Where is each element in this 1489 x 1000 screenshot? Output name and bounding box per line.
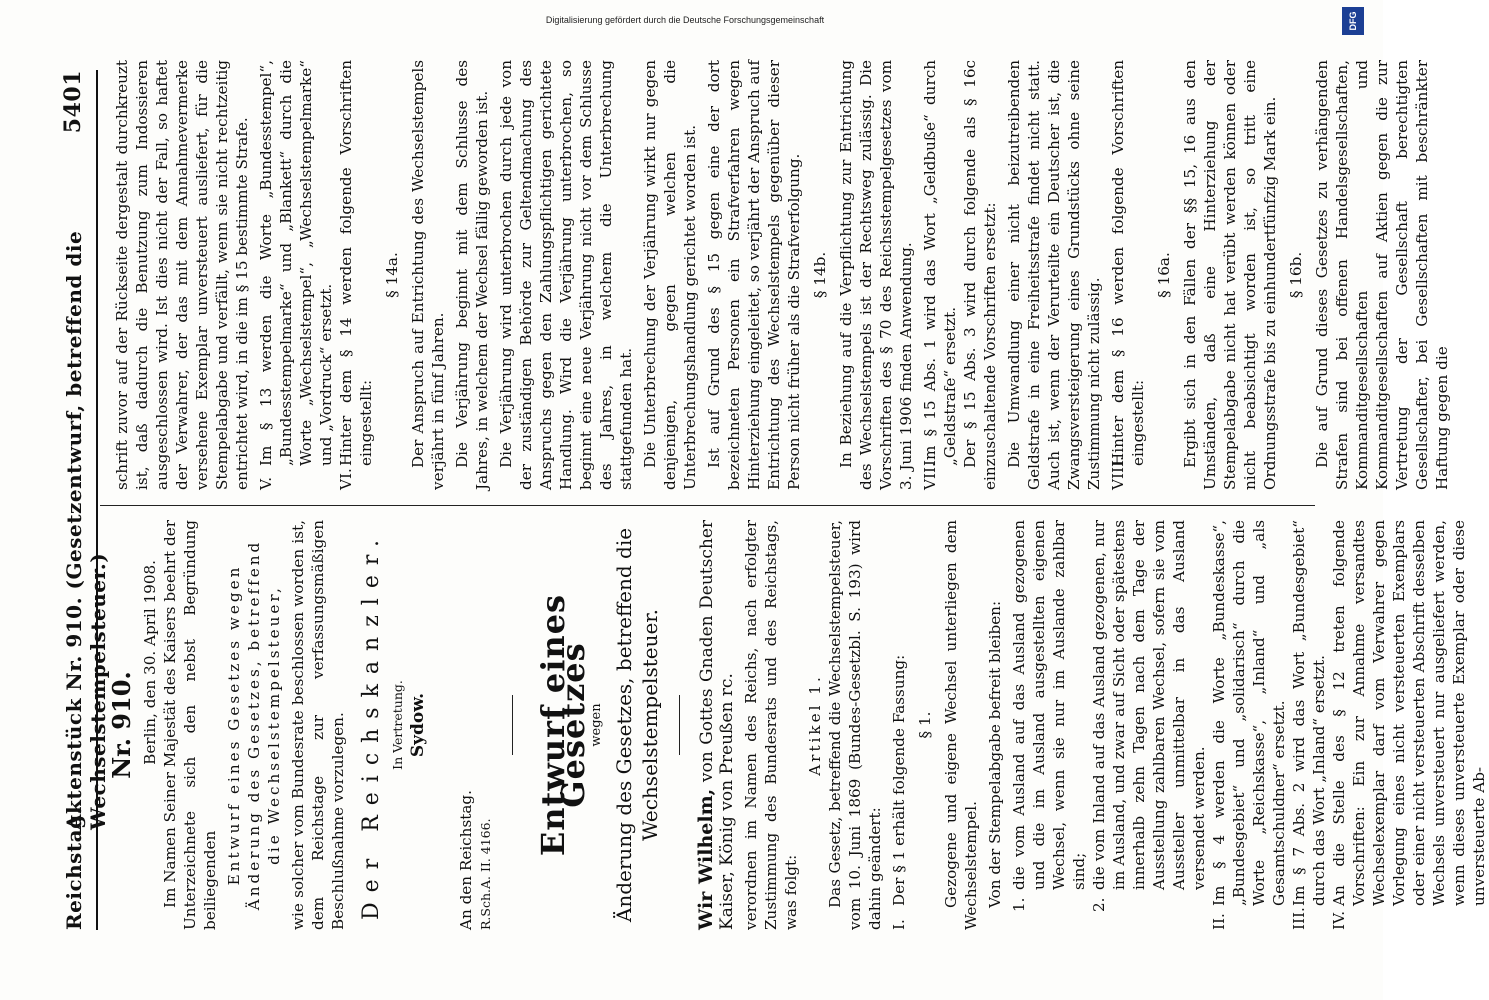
item-text: Hinter dem § 16 werden folgende Vorschriften eingestellt: <box>1109 60 1147 466</box>
bill-title: Entwurf eines Gesetzes <box>534 593 592 857</box>
verordnen-text: verordnen im Namen des Reichs, nach erfolgter Zustimmung des Bundesrats und des Reichstags, was folgt: <box>742 520 800 930</box>
right-column <box>112 60 1456 490</box>
separator-rule <box>512 695 513 755</box>
item-VIII <box>1108 60 1148 490</box>
section-text: Die Verjährung beginnt mit dem Schlusse des Jahres, in welchem der Wechsel fällig geworden ist. <box>453 60 491 490</box>
item-text: Im § 13 werden die Worte „Bundesstempel“, „Bundesstempelmarke“ und „Blankett“ durch die Worte „Wechselstempel“, „Wechselstempelmarke“ und „Vordruck“ ersetzt. <box>257 60 335 466</box>
sub-item-1 <box>1009 520 1089 930</box>
section-text: In Beziehung auf die Verpflichtung zur Entrichtung des Wechselstempels ist der Rechtsweg zulässig. Die Vorschriften des § 70 des Reichsstempelgesetzes vom 3. Juni 1906 finden Anwendung. <box>837 60 915 490</box>
dfg-logo: DFG <box>1342 7 1364 35</box>
document-date: Berlin, den 30. April 1908. <box>141 560 159 765</box>
item-text: Hinter dem § 14 werden folgende Vorschriften eingestellt: <box>337 60 375 466</box>
emperor-titles: von Gottes Gnaden Deutscher Kaiser, König von Preußen rc. <box>697 519 737 930</box>
item-text: Im § 15 Abs. 1 wird das Wort „Geldbuße“ durch „Geldstrafe“ ersetzt. <box>921 60 959 466</box>
chancellor-title: Der Reichskanzler. <box>359 530 384 920</box>
bill-subject: Entwurf eines Gesetzes wegen Änderung des Gesetzes, betreffend die Wechselstempelsteuer, <box>225 539 283 911</box>
item-label: VIII. <box>1109 456 1127 490</box>
reference-number: R.Sch.A. II. 4166. <box>478 818 493 930</box>
section-text: Ergibt sich in den Fällen der §§ 15, 16 aus den Umständen, daß eine Hinterziehung der Stempelabgabe nicht hat verübt werden können oder nicht beabsichtigt worden ist, so tritt eine Ordnungsstrafe bis zu einhundertfünfzig Mark ein. <box>1181 60 1279 490</box>
section-text: Die Unterbrechung der Verjährung wirkt nur gegen denjenigen, gegen welchen die Unterbrechungshandlung gerichtet worden ist. <box>641 60 699 490</box>
document-number: Nr. 910. <box>107 671 136 779</box>
section-text: Der Anspruch auf Entrichtung des Wechselstempels verjährt in fünf Jahren. <box>409 60 447 490</box>
signature: Sydow. <box>408 692 428 758</box>
section-heading: § 16b. <box>1287 251 1305 299</box>
section-text: Ist auf Grund des § 15 gegen eine der dort bezeichneten Personen ein Strafverfahren wegen Hinterziehung eingeleitet, so verjährt der Anspruch auf Entrichtung des Wechselstempels gegenüber dieser Person nicht früher als die Strafverfolgung. <box>705 60 803 490</box>
item-text: An die Stelle des § 12 treten folgende Vorschriften: Ein zur Annahme versandtes Wechselexemplar darf vom Verwahrer gegen Vorlegung eines nicht versteuerten Exemplars oder einer nicht versteuerten Abschrift desselben Wechsels unversteuert nur ausgeliefert werden, wenn dieses unversteuerte Exemplar oder diese unversteuerte Ab- <box>1330 520 1488 906</box>
request-text: wie solcher vom Bundesrate beschlossen worden ist, dem Reichstage zur verfassungsmäßigen Beschlußnahme vorzulegen. <box>289 520 347 930</box>
emperor-name: Wir Wilhelm, <box>695 788 717 930</box>
section-heading: § 1. <box>916 711 934 739</box>
bill-wegen: wegen <box>589 703 604 747</box>
sub-label: 1. <box>1010 897 1028 912</box>
section-text: Die Umwandlung einer nicht beizutreibenden Geldstrafe in eine Freiheitsstrafe findet nicht statt. Auch ist, wenn der Verurteilte ein Deutscher ist, die Zwangsversteigerung eines Grundstücks ohne seine Zustimmung nicht zulässig. <box>1005 60 1103 490</box>
header-title: Aktenstück Nr. 910. (Gesetzentwurf, betreffend die Wechselstempelsteuer.) <box>62 230 110 830</box>
digitization-text: Digitalisierung gefördert durch die Deutsche Forschungsgemeinschaft <box>545 15 825 25</box>
item-IV <box>1329 520 1489 930</box>
sub-label: 2. <box>1090 897 1108 912</box>
addressee: An den Reichstag. <box>457 790 475 930</box>
page-number: 5401 <box>60 70 86 134</box>
item-VII <box>920 60 960 490</box>
separator-rule-2 <box>679 695 680 755</box>
befreit-text: Von der Stempelabgabe befreit bleiben: <box>986 600 1004 908</box>
item-II <box>1209 520 1289 930</box>
item-III <box>1289 520 1329 930</box>
intro-text: Im Namen Seiner Majestät des Kaisers beehrt der Unterzeichnete sich den nebst Begründung beiliegenden <box>161 520 219 930</box>
artikel-heading: Artikel 1. <box>806 674 824 776</box>
item-text: Der § 1 erhält folgende Fassung: <box>890 654 908 906</box>
section-heading: § 16a. <box>1155 252 1173 298</box>
section-text: Die Verjährung wird unterbrochen durch jede von der zuständigen Behörde zur Geltendmachung des Anspruchs gegen den Zahlungspflichtigen gerichtete Handlung. Wird die Verjährung unterbrochen, so beginnt eine neue Verjährung nicht vor dem Schlusse des Jahres, in welchem die Unterbrechung stattgefunden hat. <box>497 60 635 490</box>
sub-text: die vom Inland auf das Ausland gezogenen, nur im Ausland, und zwar auf Sicht oder spätestens innerhalb zehn Tagen nach dem Tage der Ausstellung zahlbaren Wechsel, sofern sie vom Aussteller unmittelbar in das Ausland versendet werden. <box>1090 520 1208 890</box>
item-label: II. <box>1210 913 1228 930</box>
header-left: Reichstag. <box>62 806 86 930</box>
page-header <box>56 70 110 930</box>
digitization-note <box>20 10 1360 30</box>
enacting-formula <box>696 520 737 930</box>
sub-text: die vom Ausland auf das Ausland gezogenen und die im Ausland ausgestellten eigenen Wechsel, wenn sie nur im Auslande zahlbar sind; <box>1010 520 1088 890</box>
section-text: Die auf Grund dieses Gesetzes zu verhängenden Strafen sind bei offenen Handelsgesellschaften, Kommanditgesellschaften und Kommanditgesellschaften auf Aktien gegen die zur Vertretung der Gesellschaft berechtigten Gesellschafter, bei Gesellschaften mit beschränkter Haftung gegen die <box>1313 60 1451 490</box>
column-divider <box>100 505 1315 506</box>
continuation-text: schrift zuvor auf der Rückseite dergestalt durchkreuzt ist, daß dadurch die Benutzung zum Indossieren ausgeschlossen wird. Ist dies nicht der Fall, so haftet der Verwahrer, der das mit dem Annahmevermerke versehene Exemplar unversteuert ausliefert, für die Stempelabgabe und verfällt, wenn sie nicht rechtzeitig entrichtet wird, in die im § 15 bestimmte Strafe. <box>113 60 251 490</box>
item-label: VII. <box>921 462 939 490</box>
artikel-text: Das Gesetz, betreffend die Wechselstempelsteuer, vom 10. Juni 1869 (Bundes-Gesetzbl. S. 193) wird dahin geändert: <box>826 520 884 930</box>
section-heading: § 14b. <box>811 251 829 299</box>
item-label: III. <box>1290 907 1308 930</box>
item-label: I. <box>890 919 908 930</box>
sub-item-2 <box>1089 520 1209 930</box>
item-label: V. <box>257 476 275 490</box>
item-text: Im § 7 Abs. 2 wird das Wort „Bundesgebiet“ durch das Wort „Inland“ ersetzt. <box>1290 520 1328 906</box>
item-text: Im § 4 werden die Worte „Bundeskasse“, „Bundesgebiet“ und „solidarisch“ durch die Worte „Reichskasse“, „Inland“ und „als Gesamtschuldner“ ersetzt. <box>1210 520 1288 906</box>
item-label: IV. <box>1330 910 1348 930</box>
item-V <box>256 60 336 490</box>
item-VI <box>336 60 376 490</box>
left-column <box>107 519 1489 930</box>
section-text: Gezogene und eigene Wechsel unterliegen dem Wechselstempel. <box>942 520 980 930</box>
section-text: Der § 15 Abs. 3 wird durch folgende als § 16c einzuschaltende Vorschriften ersetzt: <box>961 60 999 490</box>
item-label: VI. <box>337 468 355 490</box>
in-vertretung: In Vertretung. <box>390 680 405 770</box>
bill-subtitle: Änderung des Gesetzes, betreffend die Wechselstempelsteuer. <box>612 527 662 923</box>
item-I <box>889 520 909 930</box>
section-heading: § 14a. <box>383 252 401 298</box>
